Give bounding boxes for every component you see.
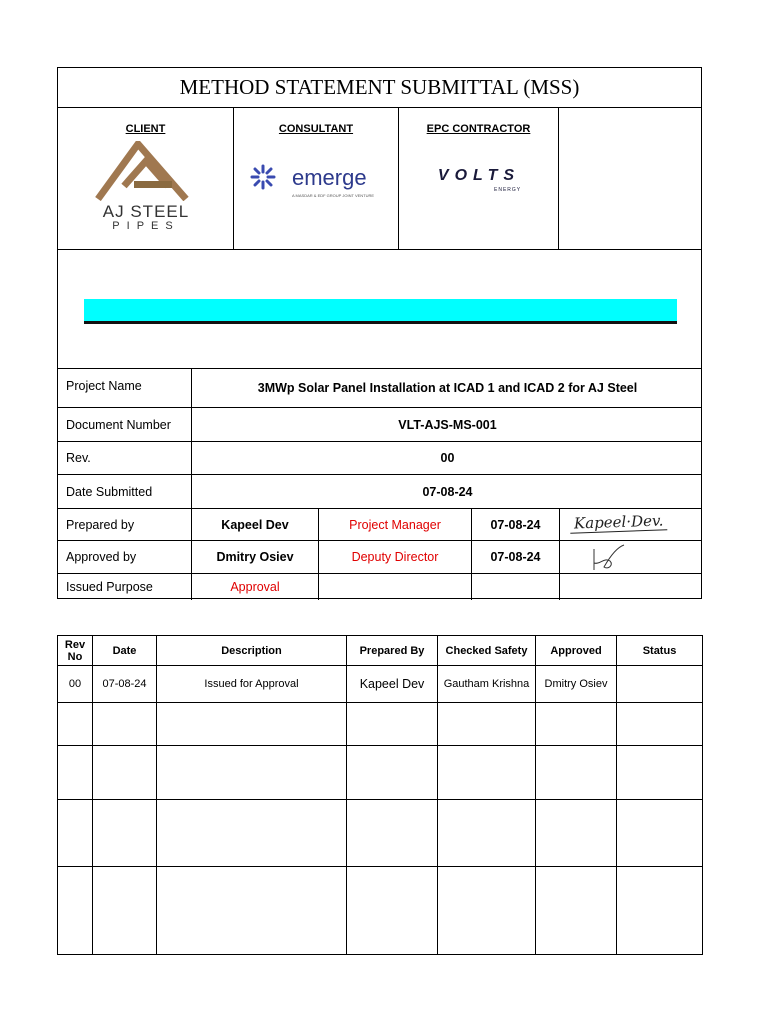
column-header: Approved (536, 636, 617, 666)
prepared-by-name: Kapeel Dev (221, 517, 289, 532)
document-title: METHOD STATEMENT SUBMITTAL (MSS) (58, 68, 701, 108)
blank-logo-cell (559, 107, 703, 249)
approved-by-signature-icon (590, 543, 630, 572)
approved-by-date: 07-08-24 (490, 550, 541, 564)
column-header: Status (617, 636, 703, 666)
date-submitted-label: Date Submitted (66, 484, 153, 499)
aj-steel-logo-icon (88, 141, 208, 201)
prepared-by-role: Project Manager (349, 517, 441, 532)
consultant-cell (234, 107, 399, 249)
project-name-value: 3MWp Solar Panel Installation at ICAD 1 and ICAD 2 for AJ Steel (257, 380, 638, 395)
emerge-logo-icon (250, 164, 276, 190)
approved-by-role: Deputy Director (351, 550, 439, 564)
prepared-by-row (58, 509, 701, 541)
revision-header-row (58, 636, 703, 666)
column-header: Prepared By (347, 636, 438, 666)
table-row (58, 800, 703, 867)
date-submitted-row (58, 475, 701, 509)
column-header: Rev No (58, 636, 93, 666)
table-cell: Gautham Krishna (438, 666, 536, 703)
approved-by-name: Dmitry Osiev (216, 550, 294, 564)
issued-purpose-row (58, 574, 701, 600)
volts-brand: VOLTS (437, 167, 521, 184)
table-row (58, 746, 703, 800)
highlight-band (84, 299, 677, 324)
emerge-tagline: A MASDAR & EDF GROUP JOINT VENTURE (292, 193, 375, 198)
client-cell (58, 107, 234, 249)
logo-row (58, 107, 701, 250)
band-row (58, 249, 701, 369)
rev-label: Rev. (66, 451, 91, 465)
mss-cover-form (57, 67, 702, 599)
table-cell: Dmitry Osiev (536, 666, 617, 703)
prepared-by-signature: Kapeel·Dev. (570, 511, 668, 533)
document-number-label: Document Number (66, 417, 171, 432)
approved-by-label: Approved by (66, 550, 137, 564)
prepared-by-label: Prepared by (66, 517, 135, 532)
project-name-row (58, 368, 701, 408)
table-row (58, 867, 703, 955)
consultant-label: CONSULTANT (278, 123, 354, 135)
volts-tagline: ENERGY (494, 187, 522, 193)
table-cell (617, 666, 703, 703)
issued-purpose-value: Approval (230, 580, 280, 594)
issued-purpose-label: Issued Purpose (66, 580, 153, 594)
emerge-brand: emerge (292, 165, 367, 190)
client-label: CLIENT (125, 123, 166, 135)
table-cell: 00 (58, 666, 93, 703)
table-row (58, 703, 703, 746)
table-row (58, 666, 703, 703)
date-submitted-value: 07-08-24 (422, 484, 473, 499)
table-cell: Kapeel Dev (347, 666, 438, 703)
aj-steel-brand-line2: PIPES (112, 220, 180, 232)
document-number-row (58, 408, 701, 442)
column-header: Checked Safety (438, 636, 536, 666)
rev-row (58, 442, 701, 475)
prepared-by-date: 07-08-24 (490, 517, 541, 532)
epc-cell (399, 107, 559, 249)
revision-table (57, 635, 703, 955)
approved-by-row (58, 541, 701, 574)
table-cell: Issued for Approval (157, 666, 347, 703)
column-header: Description (157, 636, 347, 666)
aj-steel-brand-line1: AJ STEEL (102, 202, 190, 221)
epc-label: EPC CONTRACTOR (426, 123, 531, 135)
column-header: Date (93, 636, 157, 666)
table-cell: 07-08-24 (93, 666, 157, 703)
project-name-label: Project Name (66, 378, 142, 393)
document-number-value: VLT-AJS-MS-001 (398, 417, 497, 432)
rev-value: 00 (440, 451, 455, 465)
